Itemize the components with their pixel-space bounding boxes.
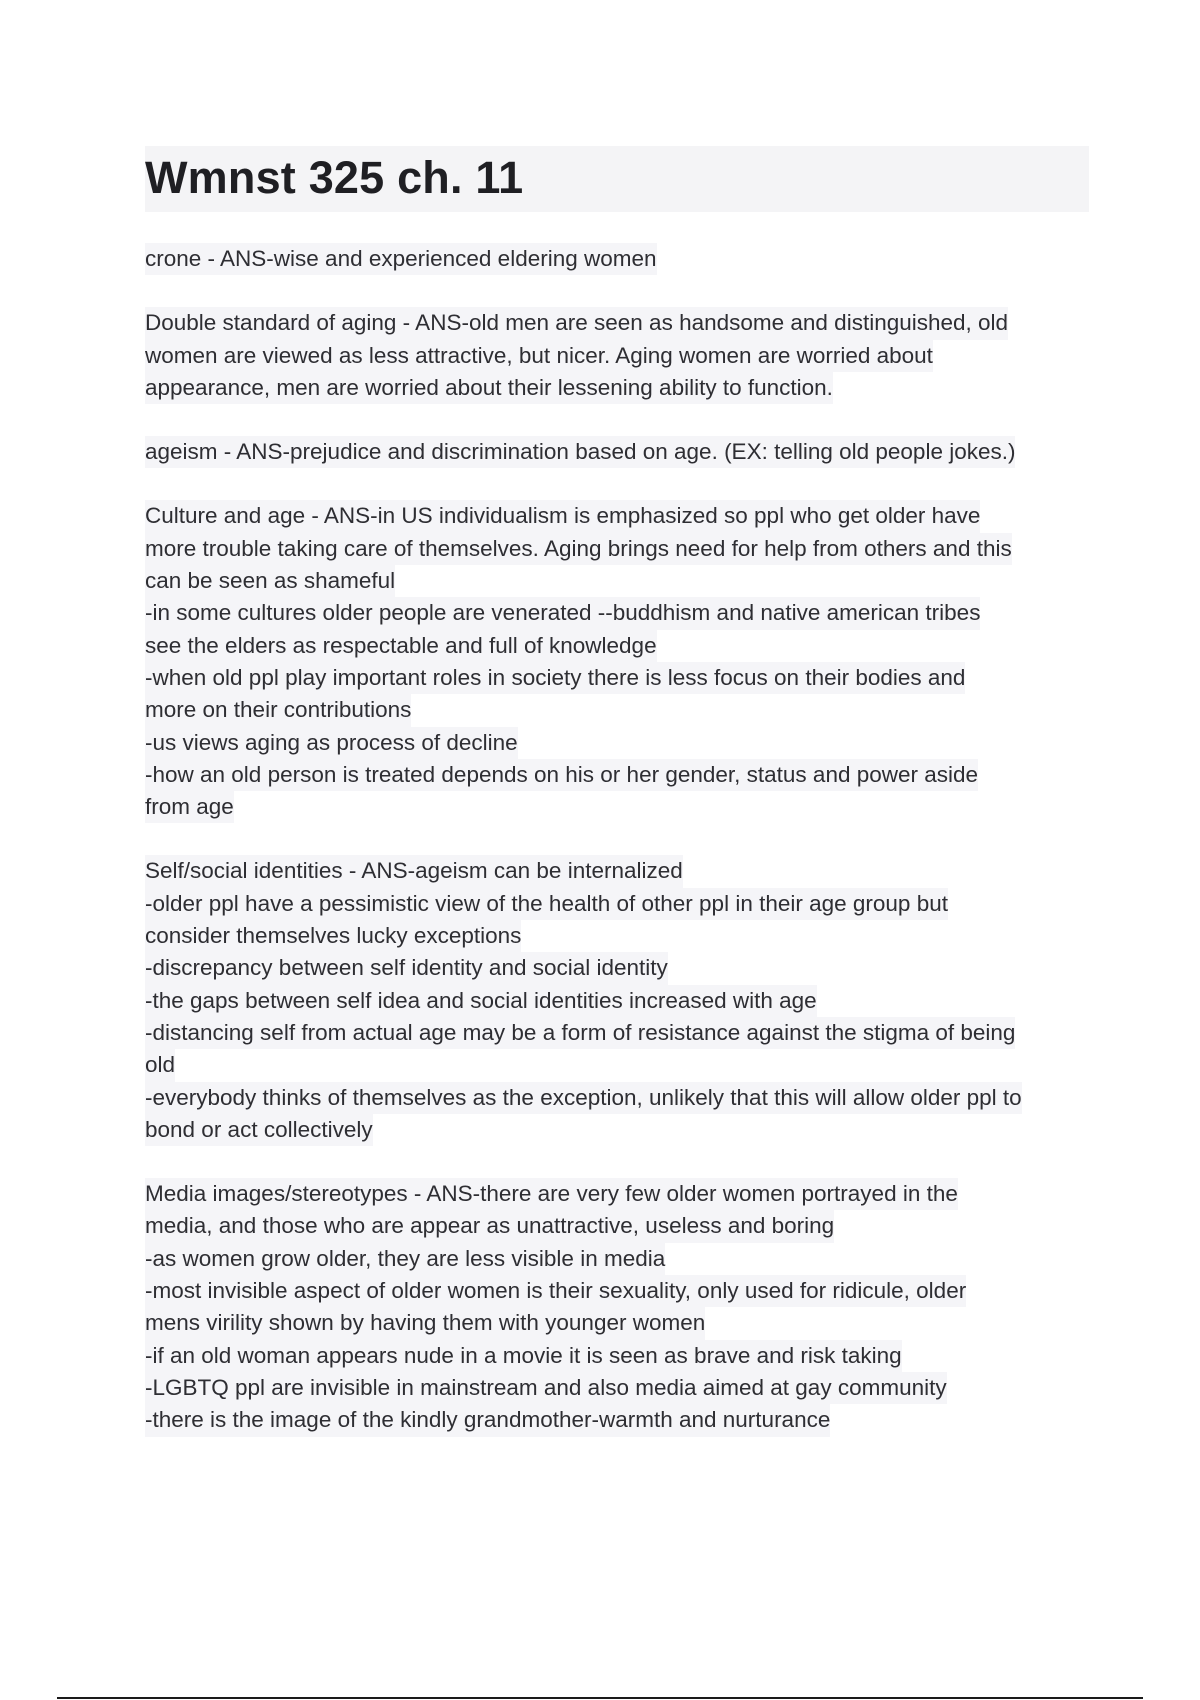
entry-text-line: -LGBTQ ppl are invisible in mainstream and also media aimed at gay community	[145, 1372, 947, 1404]
entry-text-line: can be seen as shameful	[145, 565, 395, 597]
study-entry	[145, 307, 1095, 404]
entry-text-line: more trouble taking care of themselves. Aging brings need for help from others and this	[145, 533, 1012, 565]
entry-text-line: -when old ppl play important roles in society there is less focus on their bodies and	[145, 662, 965, 694]
entry-text-line: -in some cultures older people are venerated --buddhism and native american tribes	[145, 597, 980, 629]
study-entry	[145, 855, 1095, 1146]
entry-text-line: -most invisible aspect of older women is their sexuality, only used for ridicule, older	[145, 1275, 966, 1307]
entry-text-line: -the gaps between self idea and social identities increased with age	[145, 985, 817, 1017]
entry-text-line: consider themselves lucky exceptions	[145, 920, 521, 952]
page-title: Wmnst 325 ch. 11	[145, 152, 524, 203]
entry-text-line: -how an old person is treated depends on his or her gender, status and power aside	[145, 759, 978, 791]
study-entry	[145, 243, 1095, 275]
entry-text-line: appearance, men are worried about their lessening ability to function.	[145, 372, 833, 404]
entry-text-line: women are viewed as less attractive, but nicer. Aging women are worried about	[145, 340, 933, 372]
entry-text-line: from age	[145, 791, 234, 823]
study-entry	[145, 500, 1095, 823]
entry-text-line: media, and those who are appear as unattractive, useless and boring	[145, 1210, 834, 1242]
entry-term-line: ageism - ANS-prejudice and discrimination based on age. (EX: telling old people jokes.)	[145, 436, 1015, 468]
study-entry	[145, 436, 1095, 468]
entry-text-line: -there is the image of the kindly grandmother-warmth and nurturance	[145, 1404, 830, 1436]
page-bottom-rule	[57, 1697, 1143, 1699]
entry-text-line: old	[145, 1049, 175, 1081]
entry-term-line: Self/social identities - ANS-ageism can be internalized	[145, 855, 683, 887]
entry-text-line: -as women grow older, they are less visible in media	[145, 1243, 665, 1275]
entry-term-line: crone - ANS-wise and experienced eldering women	[145, 243, 657, 275]
entry-text-line: more on their contributions	[145, 694, 411, 726]
entry-text-line: -discrepancy between self identity and social identity	[145, 952, 668, 984]
entry-term-line: Media images/stereotypes - ANS-there are very few older women portrayed in the	[145, 1178, 958, 1210]
entry-text-line: -distancing self from actual age may be a form of resistance against the stigma of being	[145, 1017, 1015, 1049]
title-banner	[145, 146, 1089, 212]
document-body	[145, 243, 1095, 1469]
entry-text-line: -if an old woman appears nude in a movie it is seen as brave and risk taking	[145, 1340, 902, 1372]
entry-term-line: Culture and age - ANS-in US individualism is emphasized so ppl who get older have	[145, 500, 980, 532]
entry-text-line: mens virility shown by having them with younger women	[145, 1307, 705, 1339]
entry-text-line: see the elders as respectable and full of knowledge	[145, 630, 657, 662]
study-entry	[145, 1178, 1095, 1436]
entry-text-line: -us views aging as process of decline	[145, 727, 518, 759]
entry-text-line: -everybody thinks of themselves as the exception, unlikely that this will allow older ppl to	[145, 1082, 1022, 1114]
entry-text-line: bond or act collectively	[145, 1114, 373, 1146]
entry-term-line: Double standard of aging - ANS-old men are seen as handsome and distinguished, old	[145, 307, 1008, 339]
entry-text-line: -older ppl have a pessimistic view of the health of other ppl in their age group but	[145, 888, 948, 920]
